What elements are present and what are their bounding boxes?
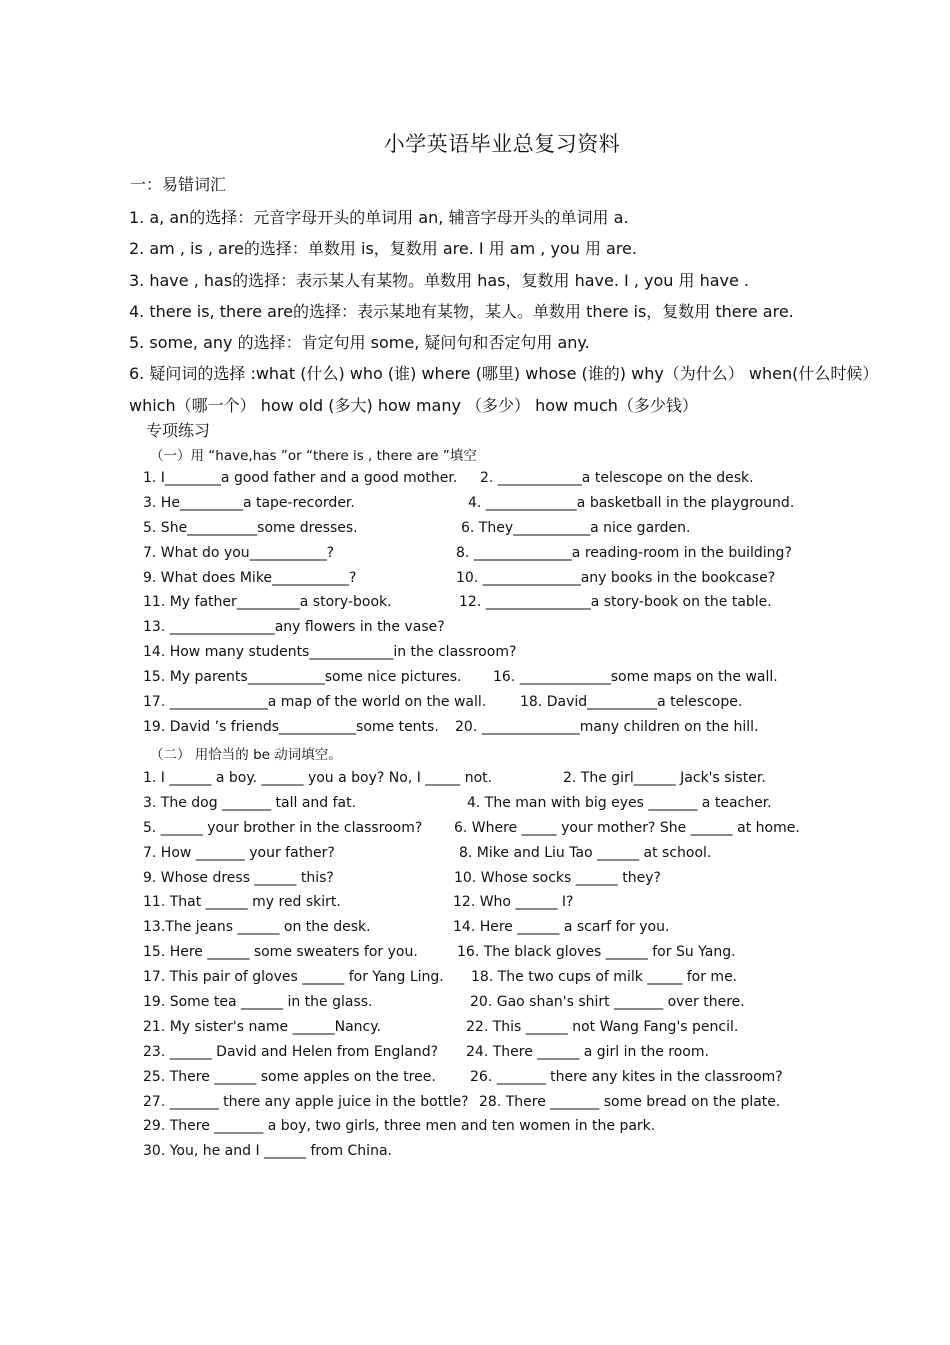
question-text: 18. The two cups of milk _____ for me. <box>471 969 738 986</box>
question-text: 17. ______________a map of the world on the wall. <box>143 694 487 711</box>
question-text: 1. I________a good father and a good mother. <box>143 470 458 486</box>
question-text: 9. Whose dress ______ this? <box>143 869 334 886</box>
question-text: 24. There ______ a girl in the room. <box>466 1043 709 1060</box>
question-text: 3. The dog _______ tall and fat. <box>143 794 357 811</box>
question-text: 23. ______ David and Helen from England? <box>143 1043 439 1060</box>
question-row <box>143 470 903 495</box>
question-text: 16. The black gloves ______ for Su Yang. <box>457 944 736 961</box>
question-row <box>143 669 903 694</box>
question-row <box>143 1094 903 1119</box>
question-text: 12. _______________a story-book on the table. <box>459 594 772 611</box>
question-text: 2. The girl______ Jack's sister. <box>563 770 766 786</box>
question-text: 2. ____________a telescope on the desk. <box>480 470 754 486</box>
rule-item: 1. a, an的选择：元音字母开头的单词用 an, 辅音字母开头的单词用 a. <box>129 208 629 227</box>
question-text: 4. The man with big eyes _______ a teacher. <box>467 794 772 811</box>
question-row <box>143 795 903 820</box>
question-row <box>143 845 903 870</box>
rule-item: 6. 疑问词的选择 :what (什么) who (谁) where (哪里) whose (谁的) why（为什么） when(什么时候） which（哪一个） how old (多大) how many （多少） how much（多少钱） <box>129 364 879 415</box>
question-text: 17. This pair of gloves ______ for Yang Ling. <box>143 969 444 986</box>
question-row <box>143 694 903 719</box>
rules-list <box>129 202 919 421</box>
question-text: 22. This ______ not Wang Fang's pencil. <box>466 1018 739 1035</box>
question-text: 19. Some tea ______ in the glass. <box>143 994 373 1011</box>
question-text: 15. My parents___________some nice pictures. <box>143 669 462 686</box>
question-text: 12. Who ______ I? <box>453 894 574 911</box>
question-text: 30. You, he and I ______ from China. <box>143 1143 392 1160</box>
question-text: 18. David__________a telescope. <box>520 694 743 711</box>
question-text: 5. ______ your brother in the classroom? <box>143 819 423 836</box>
part1-heading: （一）用 “have,has ”or “there is , there are ”填空 <box>150 448 477 464</box>
question-text: 27. _______ there any apple juice in the bottle? <box>143 1093 469 1110</box>
question-text: 15. Here ______ some sweaters for you. <box>143 944 418 961</box>
rule-item: 4. there is, there are的选择：表示某地有某物，某人。单数用 there is，复数用 there are. <box>129 301 794 321</box>
question-text: 16. _____________some maps on the wall. <box>493 669 778 686</box>
question-row <box>143 1118 903 1143</box>
question-row <box>143 1019 903 1044</box>
question-text: 1. I ______ a boy. ______ you a boy? No, I _____ not. <box>143 770 493 786</box>
question-text: 10. Whose socks ______ they? <box>454 869 661 886</box>
question-row <box>143 820 903 845</box>
question-row <box>143 770 903 795</box>
question-row <box>143 1143 903 1168</box>
question-row <box>143 944 903 969</box>
page-title: 小学英语毕业总复习资料 <box>383 132 621 156</box>
question-row <box>143 894 903 919</box>
question-row <box>143 545 903 570</box>
question-row <box>143 969 903 994</box>
question-row <box>143 644 903 669</box>
section-heading-vocabulary: 一：易错词汇 <box>130 175 227 194</box>
question-row <box>143 1069 903 1094</box>
question-text: 5. She__________some dresses. <box>143 519 358 536</box>
question-text: 25. There ______ some apples on the tree. <box>143 1068 436 1085</box>
question-row <box>143 520 903 545</box>
question-text: 11. My father_________a story-book. <box>143 594 392 611</box>
question-text: 14. Here ______ a scarf for you. <box>453 919 670 936</box>
rule-item: 5. some, any 的选择：肯定句用 some, 疑问句和否定句用 any. <box>129 333 590 353</box>
question-row <box>143 619 903 644</box>
question-text: 8. ______________a reading-room in the building? <box>456 544 792 561</box>
practice-heading: 专项练习 <box>146 421 211 440</box>
part1-questions <box>143 470 903 744</box>
question-text: 20. ______________many children on the hill. <box>455 718 759 735</box>
question-text: 20. Gao shan's shirt _______ over there. <box>470 994 745 1011</box>
question-text: 13. _______________any flowers in the vase? <box>143 619 445 636</box>
part2-questions <box>143 770 903 1168</box>
question-row <box>143 495 903 520</box>
question-text: 3. He_________a tape-recorder. <box>143 494 355 511</box>
question-text: 21. My sister's name ______Nancy. <box>143 1018 381 1035</box>
rule-item: 3. have , has的选择：表示某人有某物。单数用 has，复数用 have. I , you 用 have . <box>129 270 750 290</box>
question-text: 19. David ’s friends___________some tents. <box>143 718 439 735</box>
question-row <box>143 919 903 944</box>
question-text: 11. That ______ my red skirt. <box>143 894 341 911</box>
question-row <box>143 594 903 619</box>
question-text: 7. How _______ your father? <box>143 844 335 861</box>
question-row <box>143 719 903 744</box>
question-text: 10. ______________any books in the bookcase? <box>456 569 776 586</box>
question-text: 28. There _______ some bread on the plate. <box>479 1093 781 1110</box>
question-text: 14. How many students____________in the classroom? <box>143 644 517 661</box>
question-text: 8. Mike and Liu Tao ______ at school. <box>459 844 712 861</box>
question-text: 6. Where _____ your mother? She ______ at home. <box>454 819 800 836</box>
question-row <box>143 570 903 595</box>
question-text: 6. They___________a nice garden. <box>461 519 691 536</box>
question-text: 7. What do you___________? <box>143 544 335 561</box>
part2-heading: （二） 用恰当的 be 动词填空。 <box>150 747 342 763</box>
question-text: 9. What does Mike___________? <box>143 569 357 586</box>
rule-item: 2. am , is , are的选择：单数用 is，复数用 are. I 用 am , you 用 are. <box>129 239 637 259</box>
question-row <box>143 870 903 895</box>
question-text: 13.The jeans ______ on the desk. <box>143 919 371 936</box>
question-row <box>143 994 903 1019</box>
question-text: 4. _____________a basketball in the playground. <box>468 494 795 511</box>
question-text: 26. _______ there any kites in the classroom? <box>470 1068 783 1085</box>
question-row <box>143 1044 903 1069</box>
question-text: 29. There _______ a boy, two girls, three men and ten women in the park. <box>143 1118 656 1135</box>
